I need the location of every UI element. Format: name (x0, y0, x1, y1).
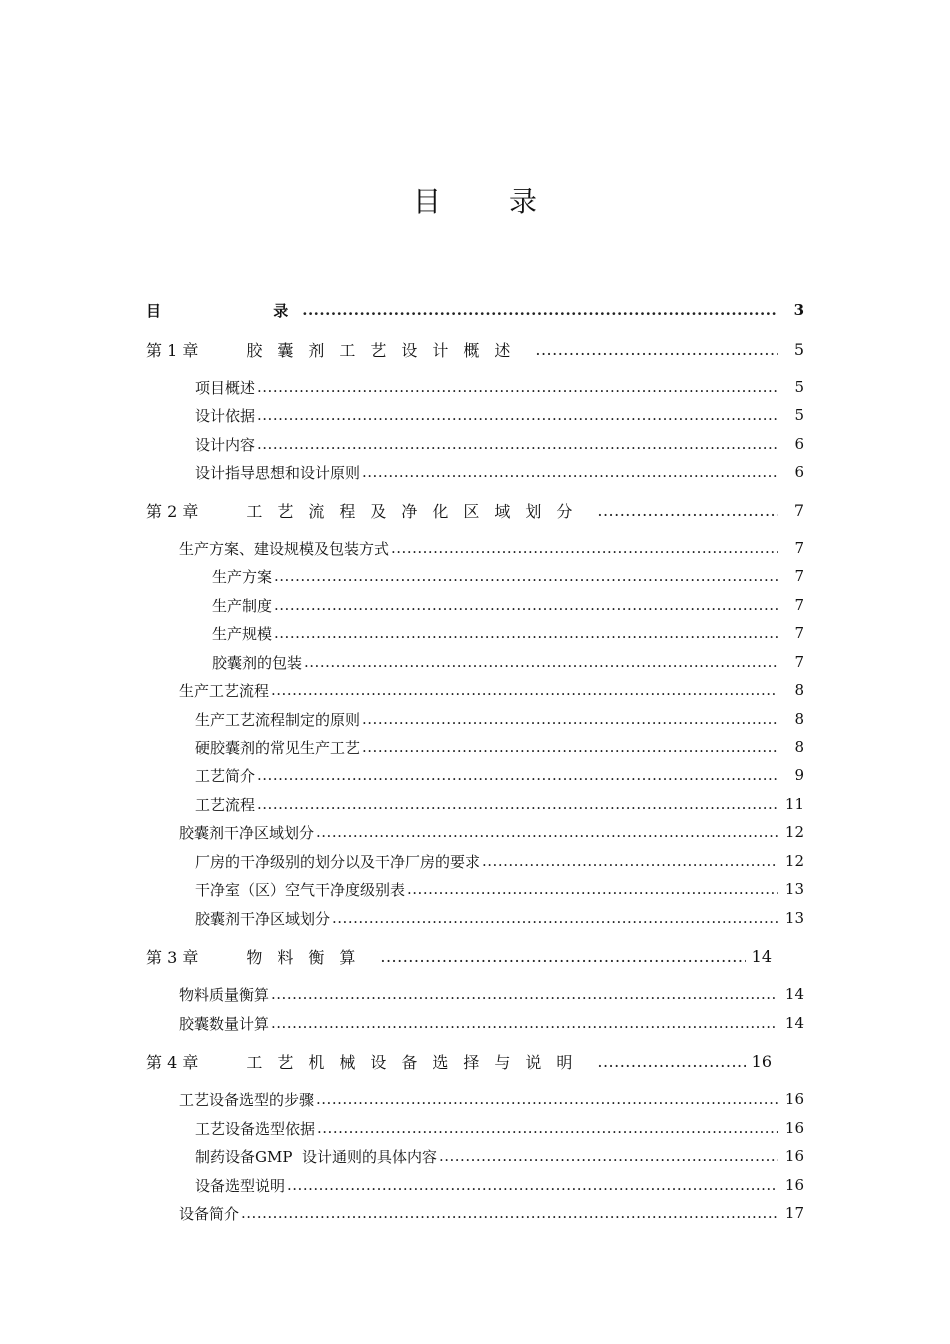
toc-entry-row[interactable] (0, 649, 950, 675)
toc-entry-row[interactable] (0, 592, 950, 618)
dot-leader (362, 710, 778, 728)
toc-entry-row[interactable] (0, 905, 950, 931)
toc-entry-row[interactable] (0, 374, 950, 400)
title-char-1: 目 (412, 185, 441, 218)
toc-entry-row[interactable] (0, 1115, 950, 1141)
toc-chapter-row[interactable] (0, 497, 950, 523)
dot-leader (380, 947, 746, 966)
toc-entry-label: 生产工艺流程 (179, 681, 270, 700)
toc-page-number: 12 (784, 823, 804, 841)
toc-entry-row[interactable] (0, 981, 950, 1007)
toc-page-number: 8 (794, 710, 804, 728)
toc-entry-label (146, 945, 370, 968)
toc-entry-label: 设备选型说明 (195, 1176, 286, 1195)
toc-entry-label: 设计指导思想和设计原则 (195, 463, 361, 482)
dot-leader (257, 766, 778, 784)
dot-leader (362, 463, 778, 481)
dot-leader (332, 909, 778, 927)
dot-leader (271, 985, 778, 1003)
chapter-title: 工艺流程及净化区域划分 (246, 501, 588, 521)
toc-entry-row[interactable] (0, 734, 950, 760)
dot-leader (302, 301, 778, 319)
toc-page-number: 16 (751, 1051, 772, 1071)
toc-chapter-row[interactable] (0, 943, 950, 969)
toc-entry-row[interactable] (0, 1172, 950, 1198)
toc-entry-row[interactable] (0, 1010, 950, 1036)
chapter-number: 第 1 章 (146, 340, 199, 360)
toc-entry-row[interactable] (0, 431, 950, 457)
dot-leader (271, 681, 778, 699)
toc-entry-row[interactable] (0, 706, 950, 732)
dot-leader (597, 1052, 746, 1071)
toc-page-number: 6 (794, 435, 804, 453)
toc-page-number: 13 (784, 909, 804, 927)
toc-page-number: 7 (794, 624, 804, 642)
dot-leader (407, 880, 778, 898)
dot-leader (362, 738, 778, 756)
title-char-2: 录 (509, 185, 538, 218)
toc-page-number: 16 (784, 1090, 804, 1108)
toc-page-number: 14 (784, 1014, 804, 1032)
chapter-title: 物料衡算 (246, 947, 371, 967)
toc-entry-row[interactable] (0, 677, 950, 703)
dot-leader (274, 624, 778, 642)
dot-leader (287, 1176, 778, 1194)
toc-entry-label: 设计内容 (195, 435, 256, 454)
dot-leader (316, 1090, 778, 1108)
toc-entry-label: 设备简介 (179, 1204, 240, 1223)
toc-entry-row[interactable] (0, 819, 950, 845)
toc-entry-label: 目 录 (146, 301, 289, 320)
toc-entry-label: 制药设备GMP 设计通则的具体内容 (195, 1147, 437, 1166)
toc-entry-label (146, 499, 587, 522)
toc-entry-label: 生产工艺流程制定的原则 (195, 710, 361, 729)
toc-page-number: 12 (784, 852, 804, 870)
toc-entry-label: 工艺简介 (195, 766, 256, 785)
toc-entry-label: 生产方案 (212, 567, 273, 586)
toc-entry-label: 胶囊剂干净区域划分 (195, 909, 331, 928)
toc-entry-label: 胶囊剂的包装 (212, 653, 303, 672)
toc-page-number: 6 (794, 463, 804, 481)
toc-page-number: 8 (794, 738, 804, 756)
chapter-number: 第 4 章 (146, 1052, 199, 1072)
toc-entry-label: 生产制度 (212, 596, 273, 615)
toc-entry-label (146, 338, 525, 361)
dot-leader (317, 1119, 778, 1137)
toc-entry-row[interactable] (0, 848, 950, 874)
toc-page-number: 7 (794, 596, 804, 614)
dot-leader (241, 1204, 778, 1222)
dot-leader (439, 1147, 778, 1165)
toc-page-number: 14 (751, 946, 772, 966)
toc-entry-label: 厂房的干净级别的划分以及干净厂房的要求 (195, 852, 481, 871)
toc-entry-label: 硬胶囊剂的常见生产工艺 (195, 738, 361, 757)
toc-page-number: 16 (784, 1119, 804, 1137)
dot-leader (257, 435, 778, 453)
toc-entry-row[interactable] (0, 1143, 950, 1169)
toc-entry-label: 生产规模 (212, 624, 273, 643)
dot-leader (274, 567, 778, 585)
toc-page-number: 7 (793, 500, 804, 520)
toc-page-number: 5 (793, 339, 804, 359)
toc-entry-row[interactable] (0, 791, 950, 817)
toc-entry-row[interactable] (0, 1086, 950, 1112)
dot-leader (257, 406, 778, 424)
toc-page-number: 16 (784, 1176, 804, 1194)
toc-page-number: 3 (793, 301, 804, 319)
toc-chapter-row[interactable] (0, 1048, 950, 1074)
toc-entry-label: 胶囊数量计算 (179, 1014, 270, 1033)
toc-page-number: 5 (794, 378, 804, 396)
toc-entry-row[interactable] (0, 563, 950, 589)
toc-entry-label: 工艺设备选型的步骤 (179, 1090, 315, 1109)
toc-entry-row[interactable] (0, 876, 950, 902)
dot-leader (316, 823, 778, 841)
toc-page-number: 7 (794, 539, 804, 557)
dot-leader (482, 852, 778, 870)
dot-leader (274, 596, 778, 614)
toc-entry-row[interactable] (0, 1200, 950, 1226)
toc-page-number: 13 (784, 880, 804, 898)
toc-entry-label: 设计依据 (195, 406, 256, 425)
toc-entry-row[interactable] (0, 402, 950, 428)
chapter-number: 第 3 章 (146, 947, 199, 967)
toc-entry-label: 项目概述 (195, 378, 256, 397)
chapter-title: 胶囊剂工艺设计概述 (246, 340, 526, 360)
toc-page-number: 5 (794, 406, 804, 424)
toc-entry-label: 工艺流程 (195, 795, 256, 814)
toc-entry-row[interactable] (0, 535, 950, 561)
toc-heading-row[interactable] (0, 297, 950, 323)
toc-page-number: 8 (794, 681, 804, 699)
toc-page-number: 9 (794, 766, 804, 784)
dot-leader (271, 1014, 778, 1032)
toc-entry-label: 胶囊剂干净区域划分 (179, 823, 315, 842)
dot-leader (535, 340, 778, 359)
toc-entry-label: 工艺设备选型依据 (195, 1119, 316, 1138)
toc-entry-label: 物料质量衡算 (179, 985, 270, 1004)
toc-page-number: 7 (794, 653, 804, 671)
dot-leader (257, 378, 778, 396)
toc-entry-row[interactable] (0, 620, 950, 646)
toc-page-number: 14 (784, 985, 804, 1003)
toc-page-number: 11 (784, 795, 804, 813)
dot-leader (257, 795, 778, 813)
chapter-number: 第 2 章 (146, 501, 199, 521)
toc-entry-label: 生产方案、建设规模及包装方式 (179, 539, 390, 558)
chapter-title: 工艺机械设备选择与说明 (246, 1052, 588, 1072)
toc-page-number: 17 (784, 1204, 804, 1222)
toc-page-number: 16 (784, 1147, 804, 1165)
dot-leader (304, 653, 778, 671)
dot-leader (391, 539, 778, 557)
toc-entry-row[interactable] (0, 762, 950, 788)
toc-entry-row[interactable] (0, 459, 950, 485)
toc-page-number: 7 (794, 567, 804, 585)
toc-entry-label: 干净室（区）空气干净度级别表 (195, 880, 406, 899)
toc-chapter-row[interactable] (0, 336, 950, 362)
toc-entry-label (146, 1050, 587, 1073)
dot-leader (597, 501, 778, 520)
page-title (0, 180, 950, 220)
